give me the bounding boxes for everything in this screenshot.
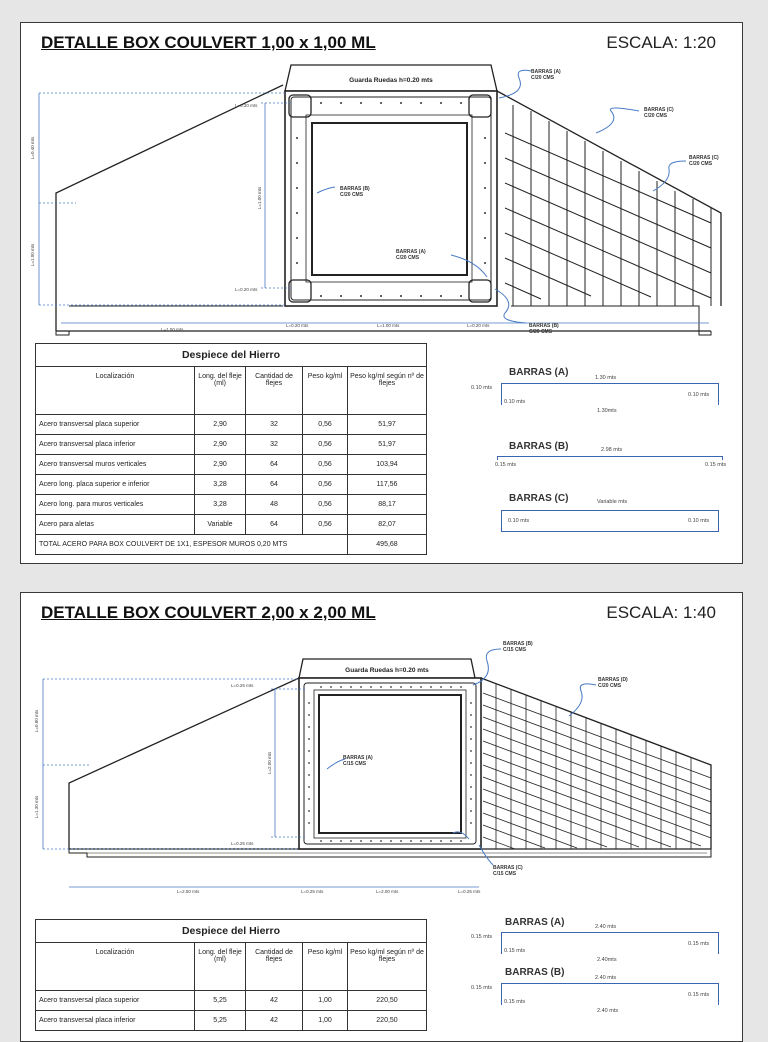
svg-text:BARRAS (A)C/15 CMS: BARRAS (A) C/15 CMS [343,755,373,767]
box-outer [299,678,481,849]
sheet-2-title: DETALLE BOX COULVERT 2,00 x 2,00 ML [41,603,376,622]
dim-wall-left: L=0.25 mts [301,889,324,894]
col-header: Localización [36,943,195,991]
svg-text:BARRAS (B)C/15 CMS: BARRAS (B) C/15 CMS [503,641,533,653]
bar-b-shape [497,456,723,460]
table-row: Acero transversal placa superior 5,25 42 1,00 220,50 [36,991,427,1011]
bar-a-title: BARRAS (A) [505,917,565,928]
drawing-sheet-2: DETALLE BOX COULVERT 2,00 x 2,00 ML ESCALA: 1:40 Guarda Ruedas h=0.20 mts L=0.80 mts L=1.30 mts L=0.25 mts L=2.00 mts L=0.25 mts L=2.50 mts L=0.25 mts L=2.00 mts L=0.25 mts BARRAS (B) C/15 CMS BARRAS (D) C/20 CMS BARRAS (A) C/15 CMS BARRAS (C) C/15 CMS Despiece del Hierro Localización Long. del fleje (ml) Cantidad de flejes Peso kg/ml Peso kg/ml según nº de flejes Acero transversal placa superior 5,25 42 1,00 220,50 Acero transversal placa inferior 5,25 42 1,00 220,50 BARRAS (A) 2.40 mts 0.15 mts 0.15 mts 0.15 mts 2.40mts BARRAS (B) 2.40 mts 0.15 mts 0.15 mts 0.15 mts 2.40 mts [20,592,743,1042]
table-row: Acero long. placa superior e inferior 3,28 64 0,56 117,56 [36,475,427,495]
drawing-sheet-1: DETALLE BOX COULVERT 1,00 x 1,00 ML ESCALA: 1:20 Guarda Ruedas h=0.20 mts L=0.40 mts L=1.00 mts L=0.20 mts L=1.00 mts L=0.20 mts L=1.50 mts L=0.20 mts L=1.00 mts L=0.20 mts BARRAS (A) C/20 CMS BARRAS (C) C/20 CMS BARRAS (C) C/20 CMS BARRAS (B) C/20 CMS BARRAS (A) C/20 CMS BARRAS (B) C/20 CMS Despiece del Hierro Localización Long. del fleje (ml) Cantidad de flejes Peso kg/ml Peso kg/ml según nº de flejes Acero transversal placa superior 2,90 32 0,56 51,97 Acero transversal placa inferior 2,90 32 0,56 51,97 Acero transversal muros verticales 2,90 64 0,56 103,94 Acero long. placa superior e inferior 3,28 64 0,56 117,56 Acero long. para muros verticales 3,28 48 0,56 88,17 Acero para aletas Variable 64 0,56 82,07 TOTAL ACERO PARA BOX COULVERT DE 1X1, ESPESOR MUROS 0,20 MTS 495,68 BARRAS (A) 1.30 mts 0.10 mts 0.10 mts 0.10 mts 1.30mts BARRAS (B) 2.98 mts 0.15 mts 0.15 mts BARRAS (C) Variable mts 0.10 mts 0.10 mts [20,22,743,564]
dim-clear: L=2.00 mts [376,889,399,894]
table-row: Acero transversal placa superior 2,90 32 0,56 51,97 [36,415,427,435]
dim-base-left: L=2.50 mts [177,889,200,894]
table-row: Acero para aletas Variable 64 0,56 82,07 [36,515,427,535]
svg-text:BARRAS (C)C/20 CMS: BARRAS (C) C/20 CMS [689,155,719,167]
dim-left-top: L=0.80 mts [34,709,39,733]
col-header: Long. del fleje (ml) [195,943,246,991]
guard-label: Guarda Ruedas h=0.20 mts [349,77,433,84]
rebar-schedule-table-1 [35,343,427,555]
svg-text:BARRAS (C)C/15 CMS: BARRAS (C) C/15 CMS [493,865,523,877]
bar-b-title: BARRAS (B) [509,441,569,452]
svg-text:BARRAS (A)C/20 CMS: BARRAS (A) C/20 CMS [531,69,561,81]
bar-b-shape [501,983,719,1005]
left-wing-outline [56,85,283,331]
wing-mesh [483,684,711,849]
col-header: Cantidad de flejes [246,367,303,415]
col-header: Localización [36,367,195,415]
svg-text:BARRAS (D)C/20 CMS: BARRAS (D) C/20 CMS [598,677,628,689]
right-wing-outline [481,678,711,849]
dim-left-bottom: L=1.00 mts [30,243,35,267]
dim-slab-top: L=0.25 mts [231,683,254,688]
table-row: Acero transversal placa inferior 2,90 32 0,56 51,97 [36,435,427,455]
table-row: Acero transversal placa inferior 5,25 42 1,00 220,50 [36,1011,427,1031]
dim-left-top: L=0.40 mts [30,136,35,160]
col-header: Cantidad de flejes [246,943,303,991]
table-caption: Despiece del Hierro [36,344,427,367]
left-wing-outline [69,678,299,849]
table-total-row: TOTAL ACERO PARA BOX COULVERT DE 1X1, ESPESOR MUROS 0,20 MTS 495,68 [36,535,427,555]
col-header: Peso kg/ml [303,943,348,991]
dim-wall-height: L=1.00 mts [257,186,262,210]
dim-slab-bottom: L=0.25 mts [231,841,254,846]
culvert-1-drawing [21,23,743,343]
table-caption: Despiece del Hierro [36,920,427,943]
dim-wall-right: L=0.20 mts [467,323,490,328]
svg-text:BARRAS (A)C/20 CMS: BARRAS (A) C/20 CMS [396,249,426,261]
col-header: Peso kg/ml según nº de flejes [348,943,427,991]
bar-c-shape [501,510,719,532]
dim-slab-bottom: L=0.20 mts [235,287,258,292]
dim-slab-top: L=0.20 mts [235,103,258,108]
dim-wall-right: L=0.25 mts [458,889,481,894]
svg-text:BARRAS (C)C/20 CMS: BARRAS (C) C/20 CMS [644,107,674,119]
guard-label: Guarda Ruedas h=0.20 mts [345,667,429,674]
table-row: Acero long. para muros verticales 3,28 48 0,56 88,17 [36,495,427,515]
sheet-2-scale: ESCALA: 1:40 [606,603,716,622]
col-header: Peso kg/ml [303,367,348,415]
svg-text:BARRAS (B)C/20 CMS: BARRAS (B) C/20 CMS [340,186,370,198]
culvert-2-drawing [21,593,743,903]
bar-a-shape [501,383,719,405]
rebar-schedule-table-2 [35,919,427,1031]
bar-c-title: BARRAS (C) [509,493,569,504]
dim-wall-left: L=0.20 mts [286,323,309,328]
dim-left-bottom: L=1.30 mts [34,795,39,819]
sheet-1-scale: ESCALA: 1:20 [606,33,716,52]
col-header: Long. del fleje (ml) [195,367,246,415]
dim-base-left: L=1.50 mts [161,327,184,332]
sheet-1-title: DETALLE BOX COULVERT 1,00 x 1,00 ML [41,33,376,52]
bar-a-shape [501,932,719,954]
dim-clear: L=1.00 mts [377,323,400,328]
col-header: Peso kg/ml según nº de flejes [348,367,427,415]
svg-text:BARRAS (B)C/20 CMS: BARRAS (B) C/20 CMS [529,323,559,335]
table-row: Acero transversal muros verticales 2,90 64 0,56 103,94 [36,455,427,475]
bar-b-title: BARRAS (B) [505,967,565,978]
wing-mesh [505,105,711,306]
bar-a-title: BARRAS (A) [509,367,569,378]
dim-wall-height: L=2.00 mts [267,751,272,775]
